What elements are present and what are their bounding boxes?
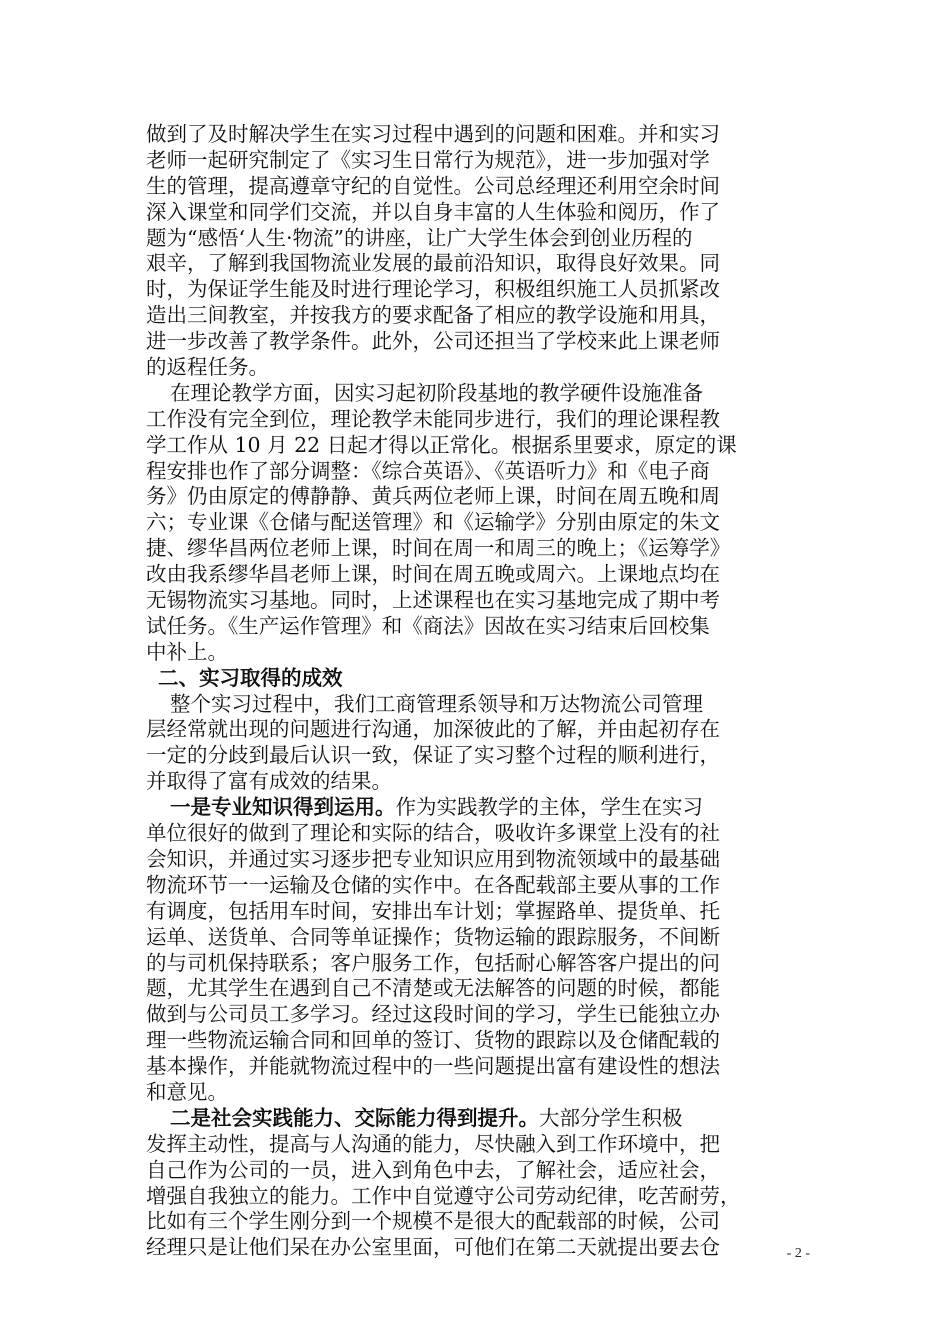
text-line: 的与司机保持联系；客户服务工作，包括耐心解答客户提出的问 [146, 950, 720, 975]
section-heading: 二、实习取得的成效 [158, 665, 343, 690]
text-line: 时，为保证学生能及时进行理论学习，积极组织施工人员抓紧改 [146, 277, 720, 302]
text-line: 层经常就出现的问题进行沟通，加深彼此的了解，并由起初存在 [146, 717, 720, 742]
text-line: 务》仍由原定的傅静静、黄兵两位老师上课，时间在周五晚和周 [146, 484, 720, 509]
text-line: 一定的分歧到最后认识一致，保证了实习整个过程的顺利进行， [146, 743, 720, 768]
text-line: 题，尤其学生在遇到自己不清楚或无法解答的问题的时候，都能 [146, 976, 720, 1001]
text-line: 改由我系缪华昌老师上课，时间在周五晚或周六。上课地点均在 [146, 562, 720, 587]
text-line: 造出三间教室，并按我方的要求配备了相应的教学设施和用具， [146, 303, 720, 328]
text-line: 理一些物流运输合同和回单的签订、货物的跟踪以及仓储配载的 [146, 1028, 720, 1053]
text-line: 题为“感悟‘人生·物流”的讲座，让广大学生体会到创业历程的 [146, 225, 693, 250]
text-line: 基本操作，并能就物流过程中的一些问题提出富有建设性的想法 [146, 1054, 720, 1079]
text-line: 工作没有完全到位，理论教学未能同步进行，我们的理论课程教 [146, 406, 720, 431]
text-line: 无锡物流实习基地。同时，上述课程也在实习基地完成了期中考 [146, 588, 720, 613]
text-line: 中补上。 [146, 639, 228, 664]
text-line: 物流环节一一运输及仓储的实作中。在各配载部主要从事的工作 [146, 872, 720, 897]
text-line: 单位很好的做到了理论和实际的结合，吸收许多课堂上没有的社 [146, 821, 720, 846]
text-line: 会知识，并通过实习逐步把专业知识应用到物流领域中的最基础 [146, 846, 720, 871]
document-body [146, 122, 816, 1261]
text-line: 并取得了富有成效的结果。 [146, 769, 392, 794]
bold-lead: 二是社会实践能力、交际能力得到提升。 [170, 1105, 539, 1130]
text-span: 大部分学生积极 [539, 1105, 683, 1130]
text-line: 捷、缪华昌两位老师上课，时间在周一和周三的晚上；《运筹学》 [146, 536, 731, 561]
text-line: 六；专业课《仓储与配送管理》和《运输学》分别由原定的朱文 [146, 510, 720, 535]
text-span: 作为实践教学的主体，学生在实习 [395, 795, 703, 820]
text-line [146, 795, 816, 821]
text-line: 整个实习过程中，我们工商管理系领导和万达物流公司管理 [170, 691, 703, 716]
text-line: 有调度，包括用车时间，安排出车计划；掌握路单、提货单、托 [146, 898, 720, 923]
text-line: 比如有三个学生刚分到一个规模不是很大的配载部的时候，公司 [146, 1209, 720, 1234]
text-line: 进一步改善了教学条件。此外，公司还担当了学校来此上课老师 [146, 329, 720, 354]
text-line: 生的管理，提高遵章守纪的自觉性。公司总经理还利用空余时间 [146, 173, 720, 198]
text-line: 老师一起研究制定了《实习生日常行为规范》，进一步加强对学 [146, 147, 710, 172]
text-line: 自己作为公司的一员，进入到角色中去，了解社会，适应社会， [146, 1157, 720, 1182]
text-line: 程安排也作了部分调整：《综合英语》、《英语听力》和《电子商 [146, 458, 710, 483]
text-line: 经理只是让他们呆在办公室里面，可他们在第二天就提出要去仓 [146, 1235, 720, 1260]
text-line: 增强自我独立的能力。工作中自觉遵守公司劳动纪律，吃苦耐劳， [146, 1183, 741, 1208]
text-line: 和意见。 [146, 1079, 228, 1104]
text-line [146, 1106, 816, 1132]
text-line: 运单、送货单、合同等单证操作；货物运输的跟踪服务，不间断 [146, 924, 720, 949]
text-line: 的返程任务。 [146, 355, 269, 380]
text-line: 学工作从 10 月 22 日起才得以正常化。根据系里要求，原定的课 [146, 432, 737, 457]
text-line: 试任务。《生产运作管理》和《商法》因故在实习结束后回校集 [146, 613, 710, 638]
text-line: 做到与公司员工多学习。经过这段时间的学习，学生已能独立办 [146, 1002, 720, 1027]
bold-lead: 一是专业知识得到运用。 [170, 795, 396, 820]
text-line: 艰辛，了解到我国物流业发展的最前沿知识，取得良好效果。同 [146, 251, 720, 276]
text-line: 在理论教学方面，因实习起初阶段基地的教学硬件设施准备 [170, 380, 703, 405]
text-line: 发挥主动性，提高与人沟通的能力，尽快融入到工作环境中，把 [146, 1131, 720, 1156]
text-line: 深入课堂和同学们交流，并以自身丰富的人生体验和阅历，作了 [146, 199, 720, 224]
page-number: - 2 - [786, 1246, 810, 1261]
text-line: 做到了及时解决学生在实习过程中遇到的问题和困难。并和实习 [146, 122, 720, 146]
